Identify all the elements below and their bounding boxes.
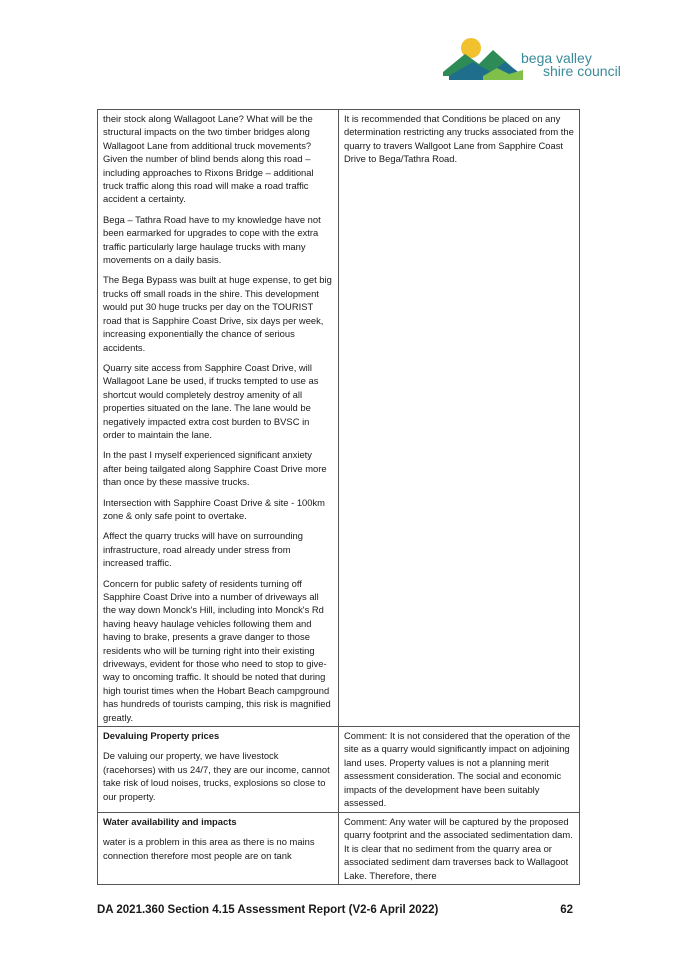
table-row	[98, 813, 580, 885]
council-logo	[443, 36, 633, 96]
submission-paragraph: Affect the quarry trucks will have on surrounding infrastructure, road already under stress from increased traffic.	[103, 530, 303, 569]
response-cell	[339, 110, 580, 727]
submission-cell	[98, 813, 339, 885]
submission-cell	[98, 110, 339, 727]
table-row	[98, 727, 580, 813]
submissions-table	[97, 109, 580, 885]
response-paragraph: Comment: It is not considered that the operation of the site as a quarry would significantly impact on adjoining land uses. Property values is not a planning merit assessment consideration. The social and economic impacts of the development have been suitably assessed.	[344, 730, 571, 809]
response-cell	[339, 813, 580, 885]
submission-paragraph: Quarry site access from Sapphire Coast Drive, will Wallagoot Lane be used, if trucks tempted to use as shortcut would completely destroy amenity of all properties situated on the lane. The lane would be negatively impacted extra cost burden to BVSC in order to maintain the lane.	[103, 361, 319, 440]
submission-paragraph: their stock along Wallagoot Lane? What will be the structural impacts on the two timber bridges along Wallagoot Lane from additional truck movements? Given the number of blind bends along this road – including approaches to Rixons Bridge – additional truck traffic along this road will make a road traffic accident a certainty.	[103, 113, 314, 205]
page-number: 62	[560, 904, 573, 916]
submission-paragraph: Bega – Tathra Road have to my knowledge have not been earmarked for upgrades to cope with the extra traffic particularly large haulage trucks with many movements on a daily basis.	[103, 213, 321, 266]
submission-paragraph: Intersection with Sapphire Coast Drive & site - 100km zone & only safe point to overtake.	[103, 496, 325, 521]
response-paragraph: It is recommended that Conditions be placed on any determination restricting any trucks associated from the quarry to travers Wallgoot Lane from Sapphire Coast Drive to Bega/Tathra Road.	[344, 113, 574, 165]
page-footer	[97, 904, 579, 916]
submission-paragraph: water is a problem in this area as there is no mains connection therefore most people are on tank	[103, 836, 315, 861]
submission-paragraph: De valuing our property, we have livestock (racehorses) with us 24/7, they are our income, cannot take risk of loud noises, trucks, explosions so close to our property.	[103, 750, 330, 802]
response-cell	[339, 727, 580, 813]
submission-paragraph: The Bega Bypass was built at huge expense, to get big trucks off small roads in the shire. This development would put 30 huge trucks per day on the TOURIST road that is Sapphire Coast Drive, six days per week, increasing exponentially the chance of serious accidents.	[103, 274, 332, 353]
logo-wordmark	[521, 52, 621, 78]
submission-paragraph: Concern for public safety of residents turning off Sapphire Coast Drive into a number of driveways all the way down Monck's Hill, including into Monck's Rd having heavy haulage vehicles following them and having to brake, presents a grave danger to those residents who will be turning right into their existing driveways, evident for those who need to stop to give-way to oncoming traffic. It should be noted that during high tourist times when the Hobart Beach campground has hundreds of tourists camping, this risk is magnified greatly.	[103, 577, 331, 723]
logo-line-2: shire council	[543, 63, 621, 79]
logo-line-1: bega valley	[521, 50, 592, 66]
report-title: DA 2021.360 Section 4.15 Assessment Report (V2-6 April 2022)	[97, 904, 439, 916]
submission-paragraph: In the past I myself experienced significant anxiety after being tailgated along Sapphire Coast Drive more than once by these massive trucks.	[103, 449, 327, 488]
hills-sun-icon	[443, 36, 523, 82]
response-paragraph: Comment: Any water will be captured by the proposed quarry footprint and the associated sedimentation dam. It is clear that no sediment from the quarry area or associated sediment dam traverses back to Wallagoot Lake. Therefore, there	[344, 816, 573, 881]
issue-heading: Devaluing Property prices	[103, 730, 220, 742]
submission-cell	[98, 727, 339, 813]
table-row	[98, 110, 580, 727]
issue-heading: Water availability and impacts	[103, 816, 237, 828]
